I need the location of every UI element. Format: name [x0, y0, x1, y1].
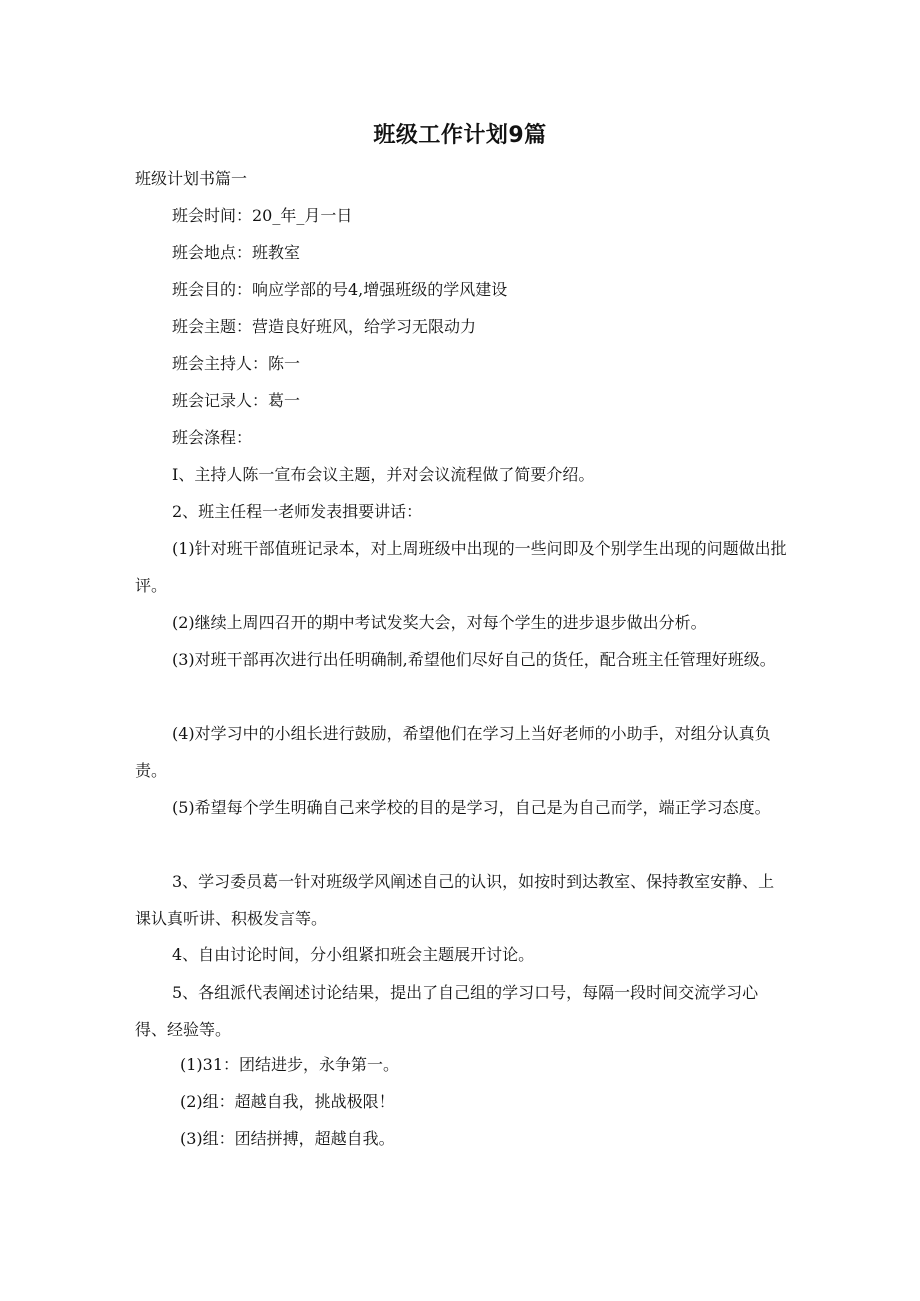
meeting-place: 班会地点：班教室	[172, 243, 301, 262]
step-2-item-1: (1)针对班干部值班记录本，对上周班级中出现的一些问即及个别学生出现的问题做出批评。	[135, 539, 787, 595]
meeting-recorder: 班会记录人：葛一	[172, 391, 301, 410]
step-5: 5、各组派代表阐述讨论结果，提出了自己组的学习口号，每隔一段时间交流学习心得、经验等。	[135, 983, 759, 1039]
slogan-3: (3)组：团结拼搏，超越自我。	[180, 1129, 395, 1148]
step-3: 3、学习委员葛一针对班级学风阐述自己的认识，如按时到达教室、保持教室安静、上课认真听讲、积极发言等。	[135, 872, 775, 928]
meeting-purpose: 班会目的：响应学部的号4,增强班级的学风建设	[172, 280, 508, 299]
document-title: 班级工作计划9篇	[373, 123, 547, 148]
step-2-item-5: (5)希望每个学生明确自己来学校的目的是学习，自己是为自己而学，端正学习态度。	[172, 798, 771, 817]
step-2-item-2: (2)继续上周四召开的期中考试发奖大会，对每个学生的进步退步做出分析。	[172, 613, 707, 632]
step-4: 4、自由讨论时间，分小组紧扣班会主题展开讨论。	[172, 945, 535, 964]
meeting-theme: 班会主题：营造良好班风，给学习无限动力	[172, 317, 477, 336]
step-2: 2、班主任程一老师发表揖要讲话：	[172, 502, 423, 521]
slogan-1: (1)31：团结进步，永争第一。	[180, 1055, 400, 1074]
meeting-host: 班会主持人：陈一	[172, 354, 301, 373]
step-1: I、主持人陈一宣布会议主题，并对会议流程做了简要介绍。	[172, 465, 595, 484]
slogan-2: (2)组：超越自我，挑战极限！	[180, 1092, 395, 1111]
section-heading: 班级计划书篇一	[135, 169, 248, 188]
meeting-time: 班会时间：20_年_月一日	[172, 206, 353, 225]
meeting-process-label: 班会涤程：	[172, 428, 253, 447]
step-2-item-4: (4)对学习中的小组长进行鼓励，希望他们在学习上当好老师的小助手，对组分认真负责。	[135, 724, 771, 780]
step-2-item-3: (3)对班干部再次进行出任明确制,希望他们尽好自己的货任，配合班主任管理好班级。	[172, 650, 776, 669]
